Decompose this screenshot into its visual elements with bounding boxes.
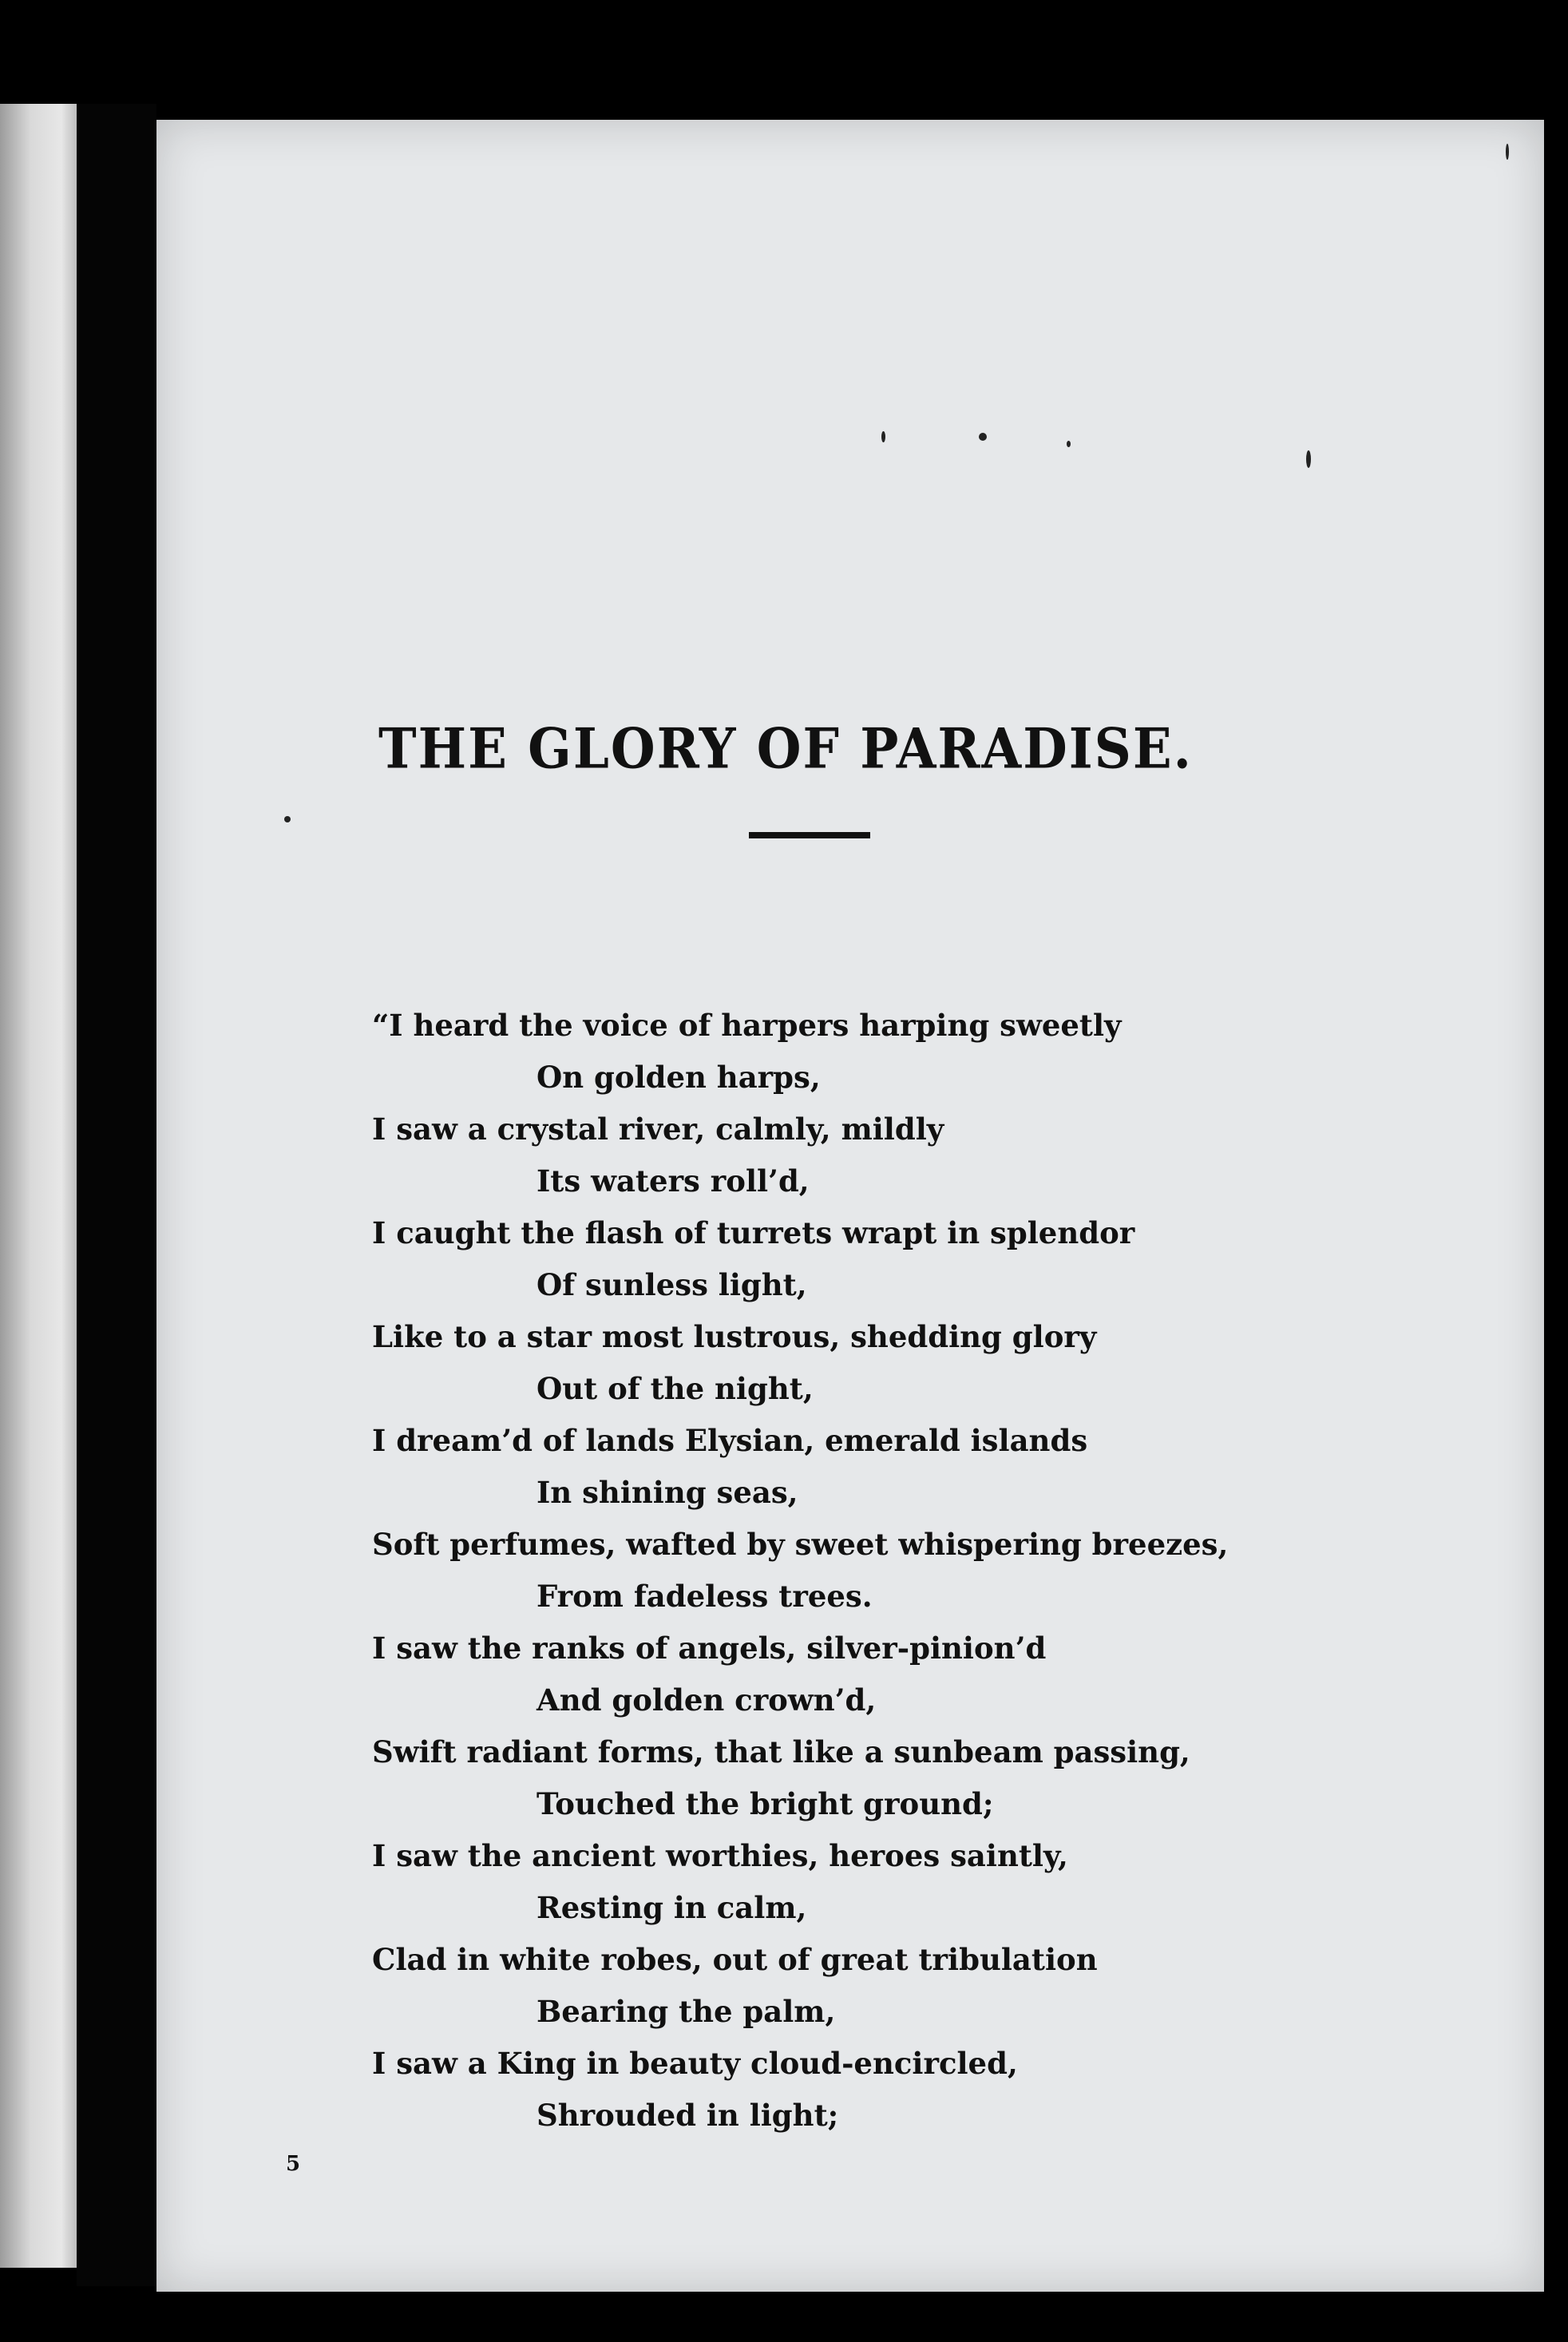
page-number: 5 [286,2152,301,2176]
poem-line: I caught the flash of turrets wrapt in splendor [372,1215,1135,1250]
ink-speck [1067,441,1071,447]
poem-line: Like to a star most lustrous, shedding glory [372,1319,1097,1354]
poem-line-indented: Shrouded in light; [537,2098,839,2133]
ink-speck [284,816,291,822]
ink-speck [979,433,987,441]
poem-line: Soft perfumes, wafted by sweet whispering breezes, [372,1527,1229,1562]
poem-line-indented: Resting in calm, [537,1890,807,1925]
book-gutter [77,104,156,2286]
poem-line-indented: Of sunless light, [537,1267,807,1302]
poem-line: Swift radiant forms, that like a sunbeam passing, [372,1734,1190,1769]
ink-speck [881,431,885,442]
poem-line: I saw a crystal river, calmly, mildly [372,1112,944,1147]
poem-line-indented: On golden harps, [537,1060,821,1095]
poem-line-indented: In shining seas, [537,1475,798,1510]
poem-line: I dream’d of lands Elysian, emerald islands [372,1423,1088,1458]
poem-line-indented: Bearing the palm, [537,1994,836,2029]
poem-line: I saw a King in beauty cloud-encircled, [372,2046,1018,2081]
poem-line-indented: Its waters roll’d, [537,1163,810,1199]
facing-page-edge [0,104,77,2268]
poem-line: “I heard the voice of harpers harping sweetly [372,1008,1122,1043]
ink-speck [1306,450,1311,468]
ink-speck [1506,144,1509,160]
poem-line-indented: From fadeless trees. [537,1579,873,1614]
page-title: THE GLORY OF PARADISE. [378,716,1193,782]
book-page [156,120,1544,2292]
poem-line-indented: And golden crown’d, [537,1682,877,1718]
poem-line-indented: Out of the night, [537,1371,814,1406]
poem-line: I saw the ancient worthies, heroes saintly, [372,1838,1068,1873]
poem-line-indented: Touched the bright ground; [537,1786,994,1821]
title-rule [749,832,870,838]
poem-line: Clad in white robes, out of great tribulation [372,1942,1098,1977]
poem-line: I saw the ranks of angels, silver-pinion’d [372,1631,1047,1666]
